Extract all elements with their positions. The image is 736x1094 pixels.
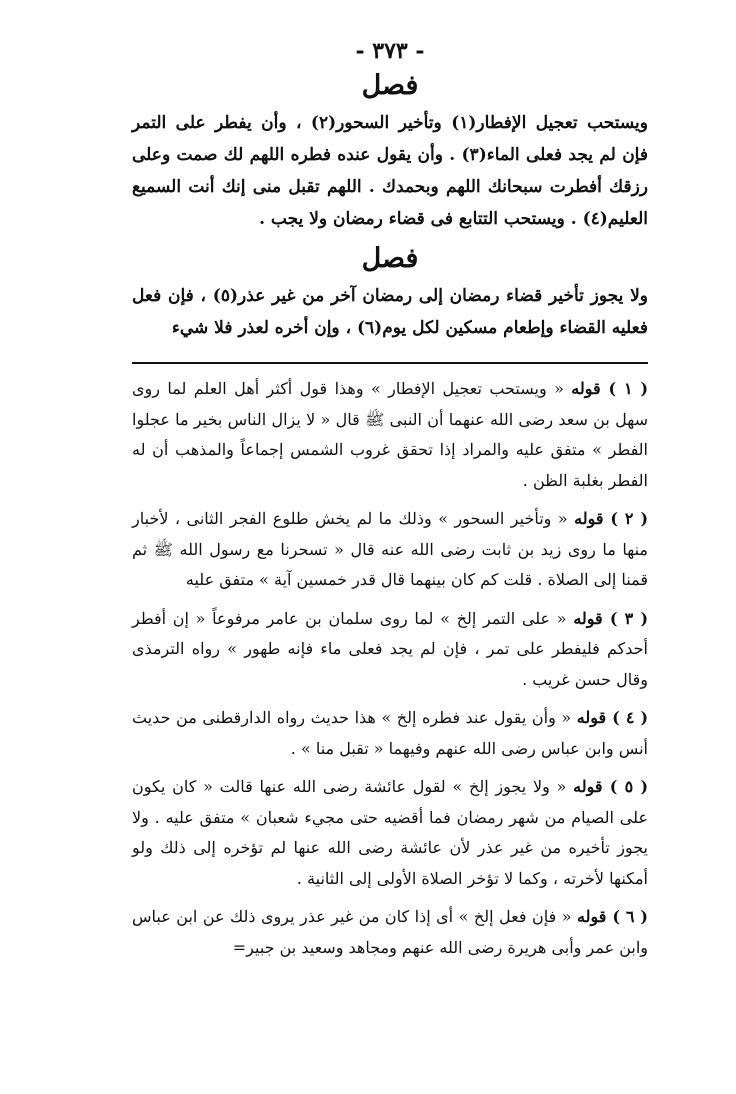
footnote-text: « وتأخير السحور » وذلك ما لم يخش طلوع الفجر الثانى ، لأخبار منها ما روى زيد بن ثابت رضى الله عنه قال « تسحرنا مع رسول الله ﷺ ثم قمنا إلى الصلاة . قلت كم كان بينهما قال قدر خمسين آية » متفق عليه	[132, 509, 648, 589]
footnote-text: « على التمر إلخ » لما روى سلمان بن عامر مرفوعاً « إن أفطر أحدكم فليفطر على تمر ، فإن لم يجد فعلى ماء فإنه طهور » رواه الترمذى وقال حسن غريب .	[132, 608, 648, 689]
footnote-3	[132, 604, 648, 696]
footnote-label: ( ٤ ) قوله	[576, 708, 649, 727]
section-heading-1: فصل	[361, 70, 419, 101]
footnote-text: « ولا يجوز إلخ » لقول عائشة رضى الله عنها قالت « كان يكون على الصيام من شهر رمضان فما أقضيه حتى مجيء شعبان » متفق عليه . ولا يجوز تأخيره من غير عذر لأن عائشة رضى الله عنها لم تؤخره إلى ذلك ولو أمكنها لأخرته ، وكما لا تؤخر الصلاة الأولى إلى الثانية .	[132, 777, 648, 888]
footnote-label: ( ١ ) قوله	[571, 379, 649, 398]
section-heading-2: فصل	[361, 243, 419, 274]
footnote-label: ( ٥ ) قوله	[573, 777, 649, 796]
footnote-label: ( ٦ ) قوله	[577, 907, 649, 926]
footnote-label: ( ٢ ) قوله	[574, 509, 649, 528]
footnote-text: « فإن فعل إلخ » أى إذا كان من غير عذر يروى ذلك عن ابن عباس وابن عمر وأبى هريرة رضى الله عنهم ومجاهد وسعيد بن جبير=	[132, 907, 648, 957]
page-number: - ٣٧٣ -	[355, 38, 425, 64]
footnote-6	[132, 902, 648, 963]
section-paragraph-2: ولا يجوز تأخير قضاء رمضان إلى رمضان آخر من غير عذر(٥) ، فإن فعل فعليه القضاء وإطعام مسكين لكل يوم(٦) ، وإن أخره لعذر فلا شيء	[132, 286, 649, 338]
footnote-divider	[132, 362, 648, 364]
footnote-4	[132, 703, 648, 764]
footnotes	[132, 374, 648, 963]
footnote-text: « وأن يقول عند فطره إلخ » هذا حديث رواه الدارقطنى من حديث أنس وابن عباس رضى الله عنهم وفيهما « تقبل منا » .	[132, 708, 648, 758]
footnote-text: « ويستحب تعجيل الإفطار » وهذا قول أكثر أهل العلم لما روى سهل بن سعد رضى الله عنهما أن النبى ﷺ قال « لا يزال الناس بخير ما عجلوا الفطر » متفق عليه والمراد إذا تحقق غروب الشمس إجماعاً والمذهب أن له الفطر بغلبة الظن .	[132, 379, 648, 490]
footnote-5	[132, 772, 648, 894]
footnote-label: ( ٣ ) قوله	[573, 608, 649, 628]
section-paragraph-1: ويستحب تعجيل الإفطار(١) وتأخير السحور(٢) ، وأن يفطر على التمر فإن لم يجد فعلى الماء(٣) . وأن يقول عنده فطره اللهم لك صمت وعلى رزقك أفطرت سبحانك اللهم وبحمدك . اللهم تقبل منى إنك أنت السميع العليم(٤) . ويستحب التتابع فى قضاء رمضان ولا يجب .	[132, 113, 648, 229]
footnote-1	[132, 374, 648, 496]
main-text	[132, 70, 648, 344]
footnote-2	[132, 504, 648, 596]
